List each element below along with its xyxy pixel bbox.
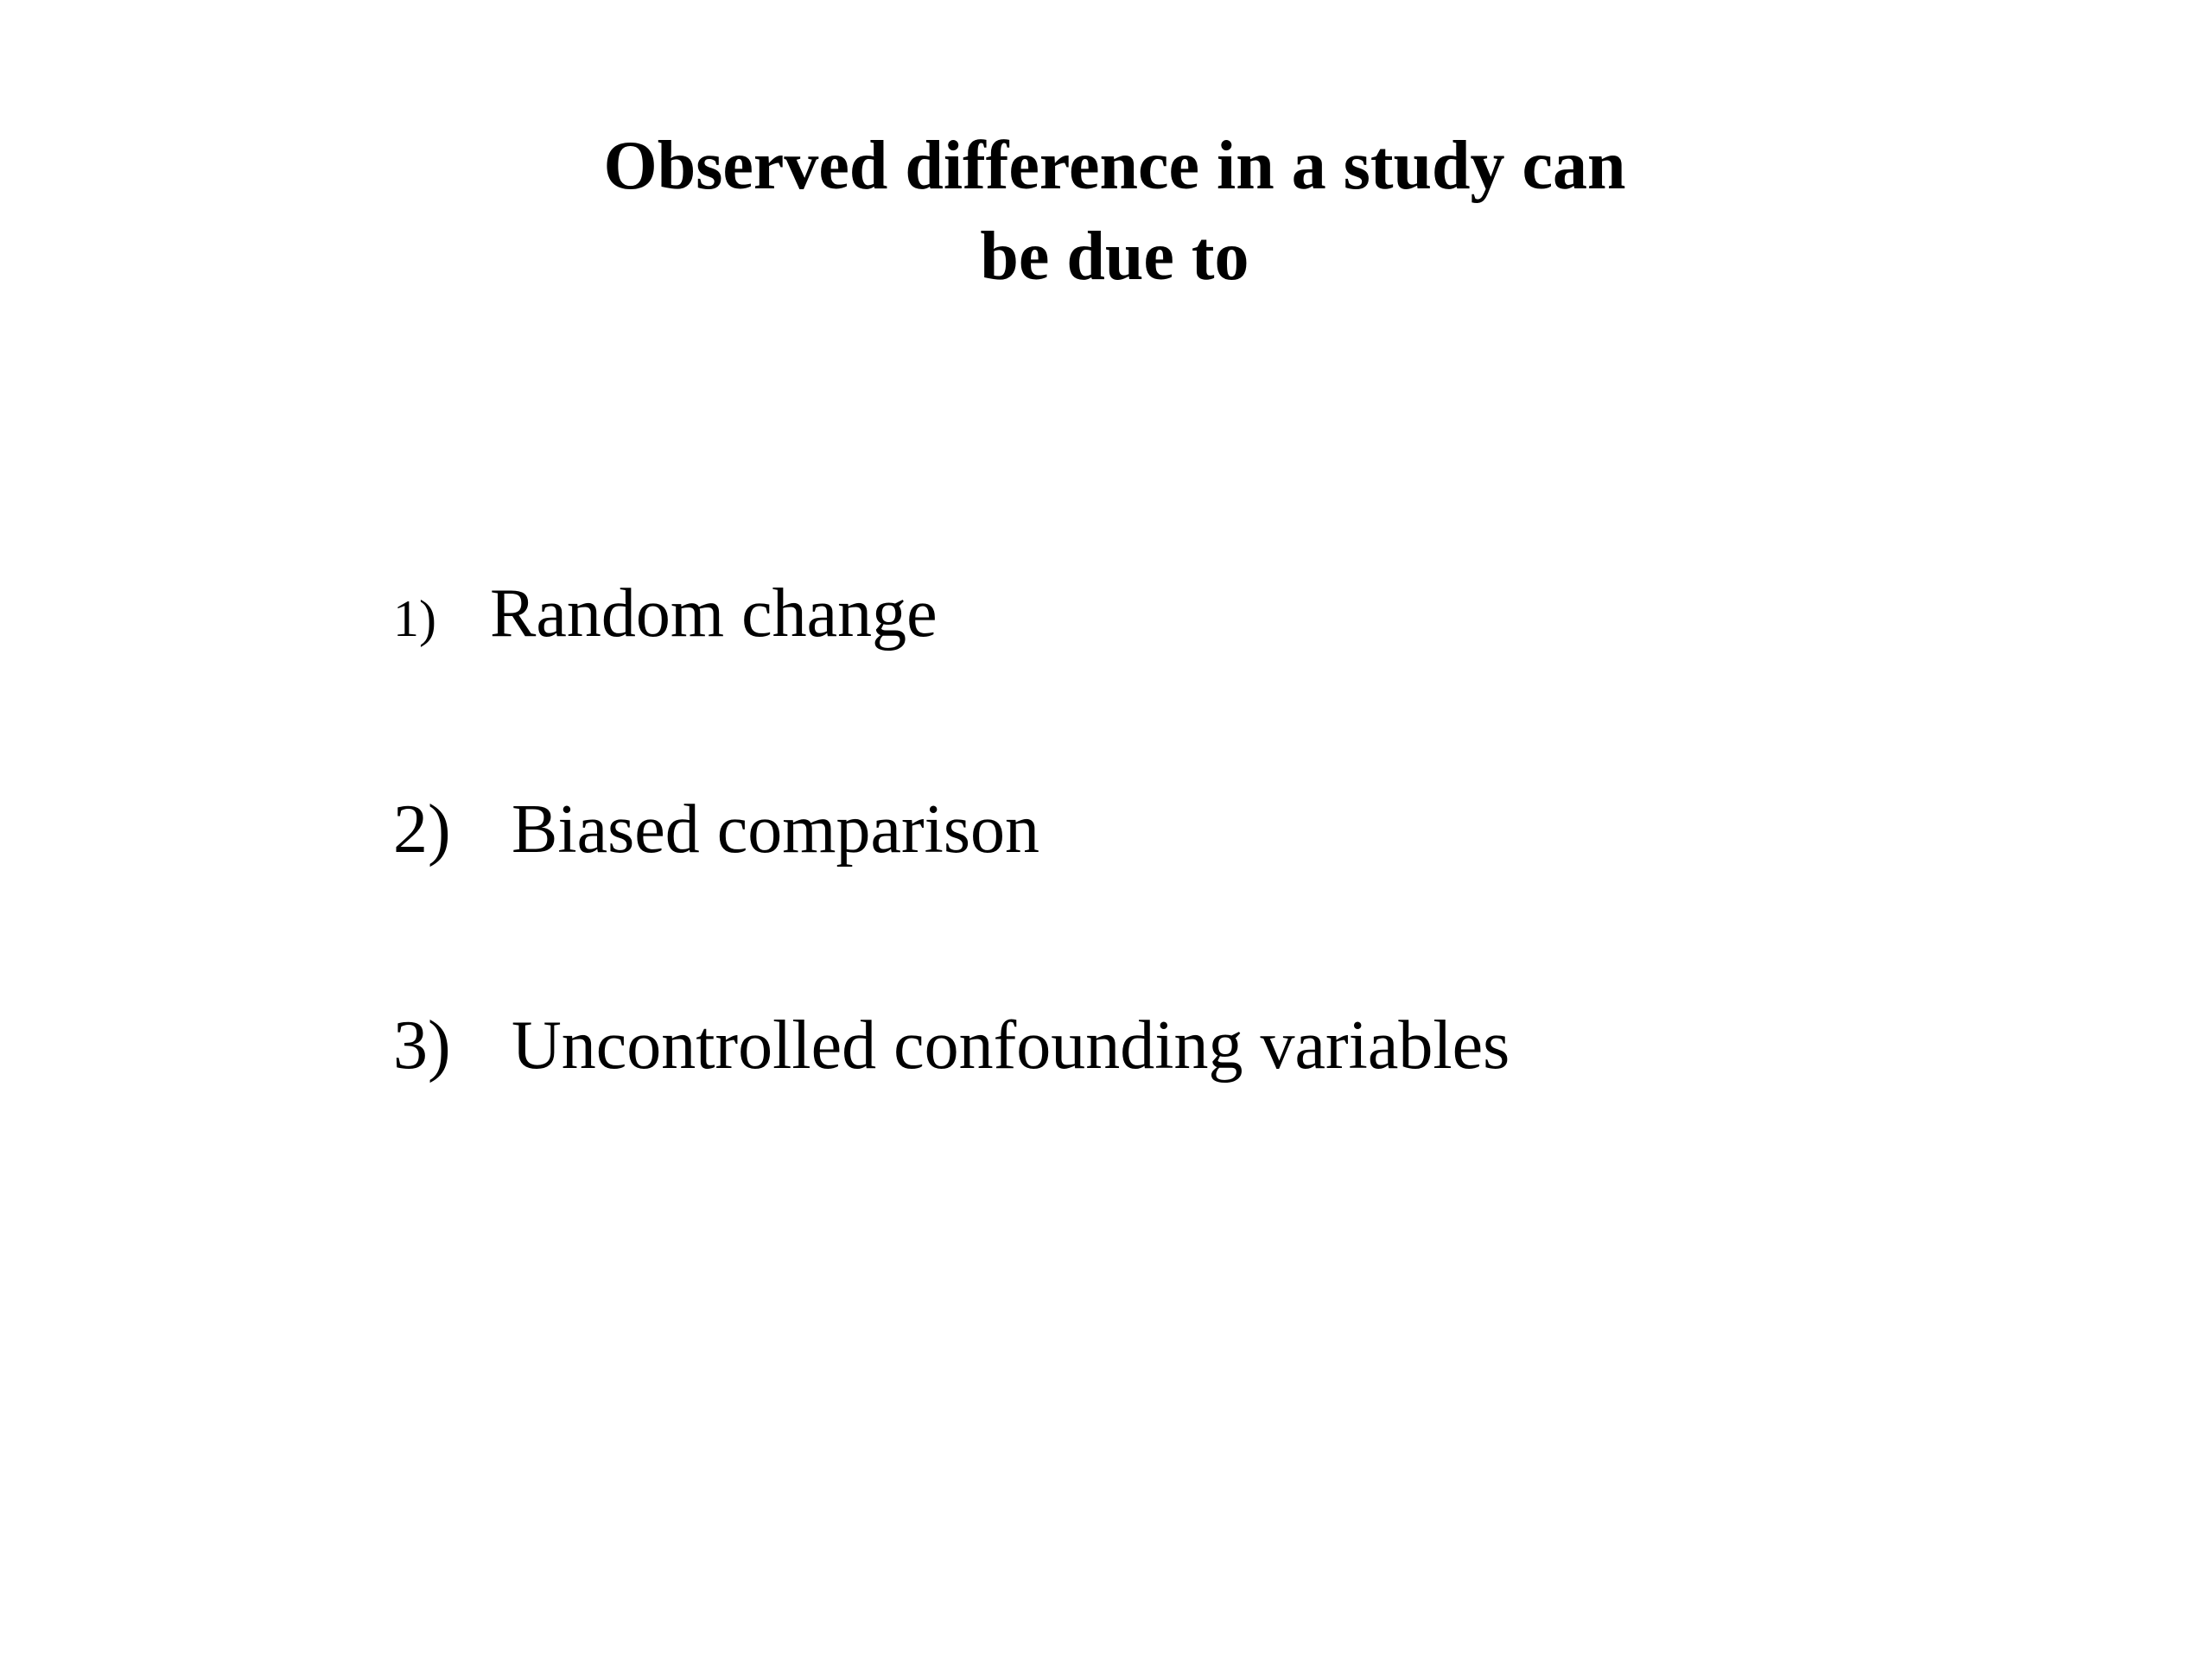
title-line-1: Observed difference in a study can <box>603 128 1626 204</box>
list-item-number: 3) <box>393 1007 451 1084</box>
list-item-text: Random change <box>490 575 938 652</box>
list-item-number: 1) <box>393 590 436 647</box>
list-item <box>393 786 1039 873</box>
title-line-2: be due to <box>980 219 1249 295</box>
list-item-number: 2) <box>393 791 451 868</box>
list-item-text: Biased comparison <box>512 791 1039 868</box>
slide-title <box>501 121 1728 302</box>
list-item <box>393 570 938 662</box>
list-item <box>393 1002 1510 1089</box>
list-item-text: Uncontrolled confounding variables <box>512 1007 1510 1084</box>
